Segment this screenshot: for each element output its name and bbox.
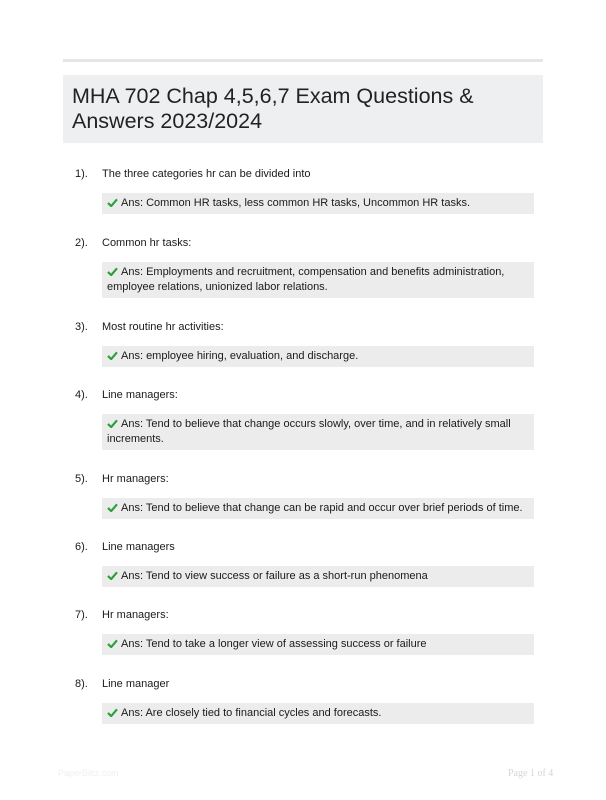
answer-text: Ans: Tend to believe that change can be rapid and occur over brief periods of time. — [121, 502, 523, 514]
checkmark-icon — [107, 198, 118, 207]
question-text: Hr managers: — [102, 473, 169, 485]
answer-box — [102, 346, 534, 367]
question-number: 8). — [75, 678, 88, 690]
answer-box — [102, 566, 534, 587]
checkmark-icon — [107, 419, 118, 428]
checkmark-icon — [107, 351, 118, 360]
answer-text: Ans: Employments and recruitment, compensation and benefits administration, employee relations, unionized labor relations. — [107, 266, 505, 293]
question-text: Hr managers: — [102, 609, 169, 621]
checkmark-icon — [107, 503, 118, 512]
answer-text: Ans: Are closely tied to financial cycles and forecasts. — [121, 707, 382, 719]
question-number: 4). — [75, 389, 88, 401]
answer-box — [102, 634, 534, 655]
answer-text: Ans: Tend to view success or failure as a short-run phenomena — [121, 570, 428, 582]
footer-site: PaperBlitz.com — [58, 768, 119, 778]
question-text: Line managers — [102, 541, 175, 553]
checkmark-icon — [107, 267, 118, 276]
checkmark-icon — [107, 708, 118, 717]
question-number: 6). — [75, 541, 88, 553]
page-number: Page 1 of 4 — [508, 768, 554, 779]
answer-box — [102, 262, 534, 298]
top-divider — [63, 59, 543, 62]
answer-text: Ans: Tend to take a longer view of assessing success or failure — [121, 638, 427, 650]
answer-text: Ans: Tend to believe that change occurs slowly, over time, and in relatively small increments. — [107, 418, 511, 445]
answer-box — [102, 703, 534, 724]
answer-box — [102, 498, 534, 519]
page-title: MHA 702 Chap 4,5,6,7 Exam Questions & Answers 2023/2024 — [72, 84, 474, 133]
question-number: 7). — [75, 609, 88, 621]
checkmark-icon — [107, 639, 118, 648]
question-text: Common hr tasks: — [102, 237, 192, 249]
question-number: 2). — [75, 237, 88, 249]
question-number: 3). — [75, 321, 88, 333]
checkmark-icon — [107, 571, 118, 580]
question-number: 1). — [75, 168, 88, 180]
question-text: Line managers: — [102, 389, 178, 401]
question-text: Most routine hr activities: — [102, 321, 224, 333]
answer-box — [102, 193, 534, 214]
question-text: The three categories hr can be divided into — [102, 168, 311, 180]
answer-box — [102, 414, 534, 450]
question-text: Line manager — [102, 678, 170, 690]
answer-text: Ans: Common HR tasks, less common HR tasks, Uncommon HR tasks. — [121, 197, 471, 209]
answer-text: Ans: employee hiring, evaluation, and discharge. — [121, 350, 359, 362]
title-box — [63, 75, 543, 143]
question-number: 5). — [75, 473, 88, 485]
